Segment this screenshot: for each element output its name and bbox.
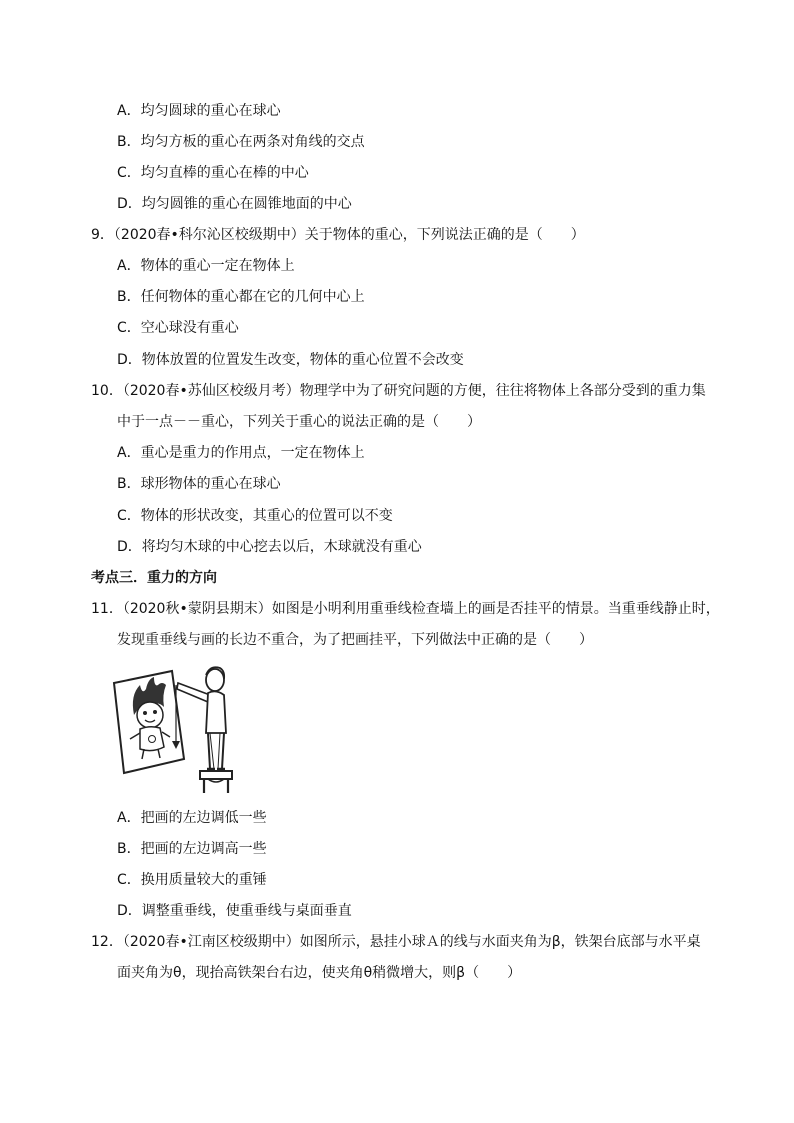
q11-option-a: A．把画的左边调低一些 (117, 810, 267, 826)
q10-stem-line2: 中于一点－－重心，下列关于重心的说法正确的是（ ） (117, 414, 481, 430)
q12-stem-line1: 12．（2020春•江南区校级期中）如图所示，悬挂小球Ａ的线与水面夹角为β，铁架台底部与水平桌 (91, 934, 701, 950)
q8-option-a: A．均匀圆球的重心在球心 (117, 103, 281, 119)
q9-option-a: A．物体的重心一定在物体上 (117, 258, 295, 274)
q10-option-d: D．将均匀木球的中心挖去以后，木球就没有重心 (117, 539, 422, 555)
q9-option-d: D．物体放置的位置发生改变，物体的重心位置不会改变 (117, 352, 464, 368)
q11-option-d: D．调整重垂线，使重垂线与桌面垂直 (117, 903, 352, 919)
q11-stem-line2: 发现重垂线与画的长边不重合，为了把画挂平，下列做法中正确的是（ ） (117, 632, 593, 648)
plumb-line-illustration-icon (112, 655, 247, 795)
q10-stem-line1: 10．（2020春•苏仙区校级月考）物理学中为了研究问题的方便，往往将物体上各部分受到的重力集 (91, 383, 706, 399)
q11-option-c: C．换用质量较大的重锤 (117, 872, 267, 888)
q11-stem-line1: 11．（2020秋•蒙阴县期末）如图是小明利用重垂线检查墙上的画是否挂平的情景。当重垂线静止时， (91, 601, 720, 617)
q8-option-d: D．均匀圆锥的重心在圆锥地面的中心 (117, 196, 352, 212)
q9-stem: 9．（2020春•科尔沁区校级期中）关于物体的重心，下列说法正确的是（ ） (91, 227, 585, 243)
q10-option-a: A．重心是重力的作用点，一定在物体上 (117, 445, 365, 461)
q8-option-c: C．均匀直棒的重心在棒的中心 (117, 165, 309, 181)
q10-option-b: B．球形物体的重心在球心 (117, 476, 281, 492)
q12-stem-line2: 面夹角为θ，现抬高铁架台右边，使夹角θ稍微增大，则β（ ） (117, 965, 522, 981)
q9-option-b: B．任何物体的重心都在它的几何中心上 (117, 289, 365, 305)
q8-option-b: B．均匀方板的重心在两条对角线的交点 (117, 134, 365, 150)
plumb-line-figure (112, 655, 247, 795)
q11-option-b: B．把画的左边调高一些 (117, 841, 267, 857)
section-title: 考点三．重力的方向 (91, 570, 217, 586)
q10-option-c: C．物体的形状改变，其重心的位置可以不变 (117, 508, 393, 524)
q9-option-c: C．空心球没有重心 (117, 320, 239, 336)
